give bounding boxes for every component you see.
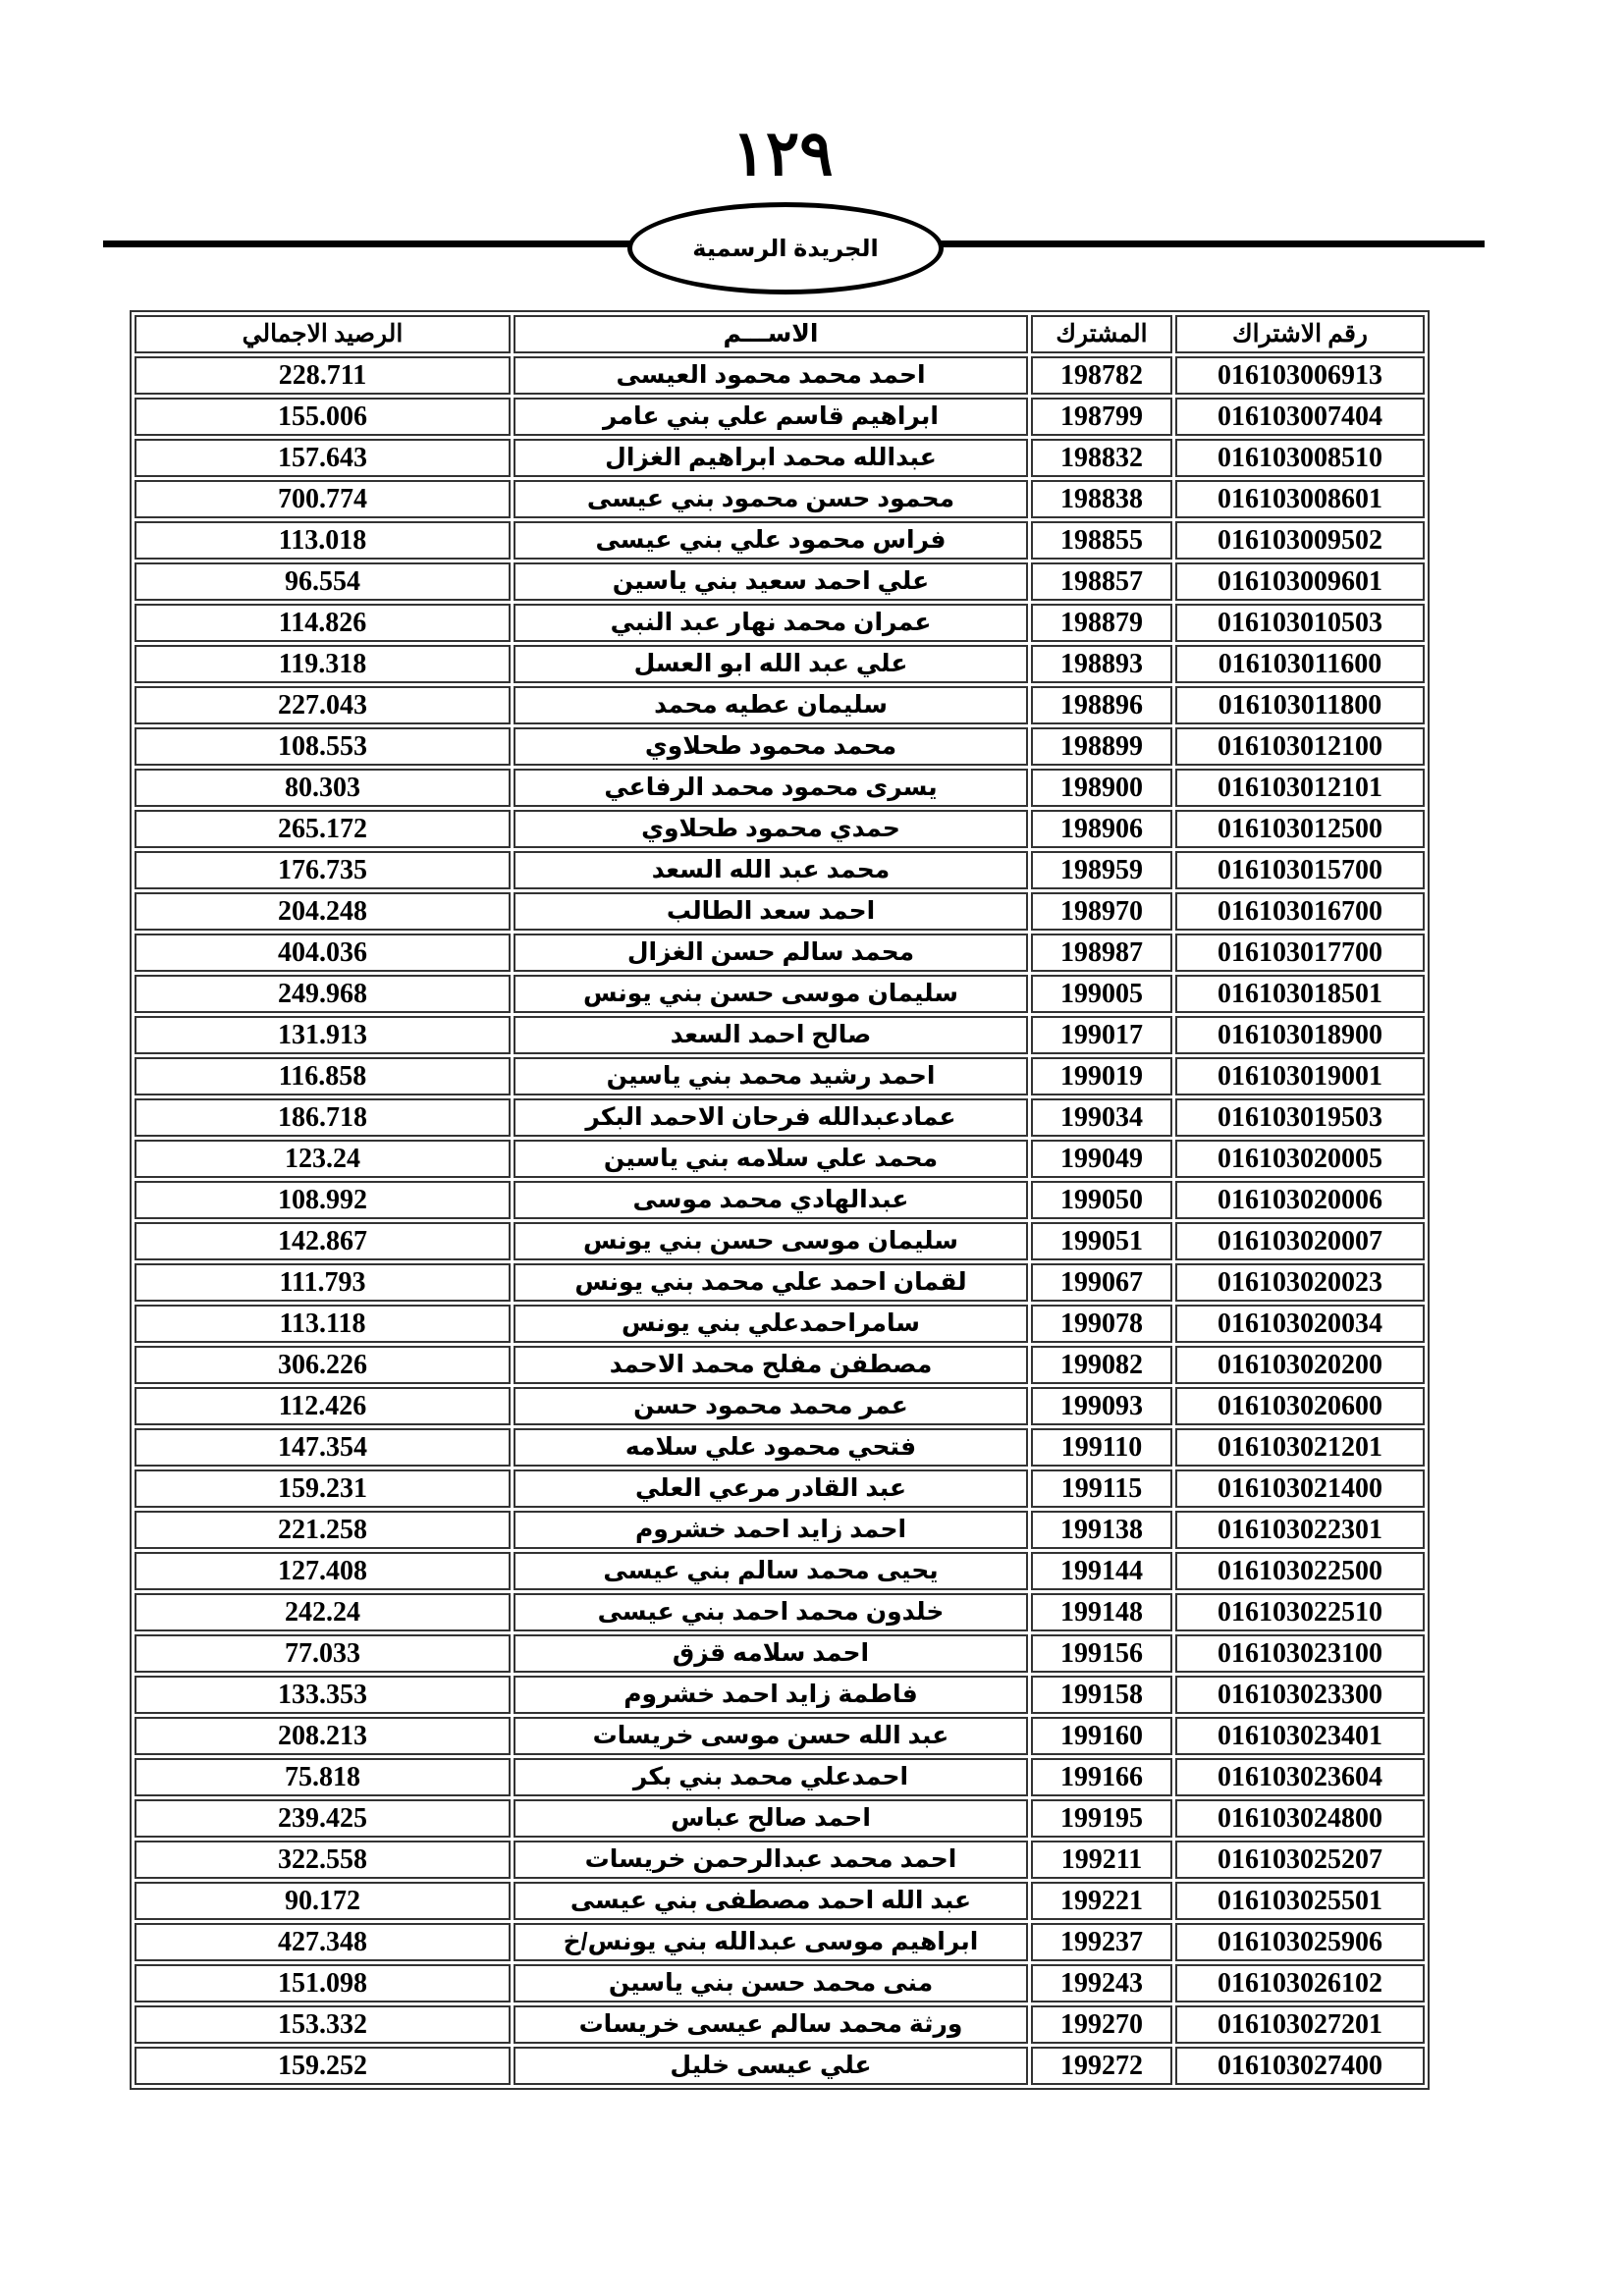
col-name: الاســـم <box>514 315 1028 353</box>
table-row <box>135 480 1425 518</box>
subscription-number: 016103023401 <box>1175 1717 1425 1755</box>
subscriber-name: فتحي محمود علي سلامه <box>514 1428 1028 1467</box>
table-row <box>135 2005 1425 2044</box>
subscriber-id: 198900 <box>1031 769 1172 807</box>
subscription-number: 016103020007 <box>1175 1222 1425 1260</box>
subscription-number: 016103025207 <box>1175 1841 1425 1879</box>
subscription-number: 016103021400 <box>1175 1469 1425 1508</box>
table-row <box>135 562 1425 601</box>
table-row <box>135 1263 1425 1302</box>
subscriber-id: 198857 <box>1031 562 1172 601</box>
subscription-number: 016103025906 <box>1175 1923 1425 1961</box>
subscription-number: 016103011600 <box>1175 645 1425 683</box>
subscription-number: 016103020200 <box>1175 1346 1425 1384</box>
subscriber-id: 199050 <box>1031 1181 1172 1219</box>
publication-oval <box>627 202 944 294</box>
total-balance: 112.426 <box>135 1387 511 1425</box>
subscriber-id: 199166 <box>1031 1758 1172 1796</box>
subscription-number: 016103022301 <box>1175 1511 1425 1549</box>
table-row <box>135 1717 1425 1755</box>
subscriber-name: احمد سلامه قزق <box>514 1634 1028 1673</box>
subscriber-id: 198855 <box>1031 521 1172 560</box>
subscriber-name: سليمان عطيه محمد <box>514 686 1028 724</box>
total-balance: 265.172 <box>135 810 511 848</box>
total-balance: 228.711 <box>135 356 511 395</box>
subscriber-name: سامراحمدعلي بني يونس <box>514 1305 1028 1343</box>
subscription-number: 016103006913 <box>1175 356 1425 395</box>
subscriber-id: 199051 <box>1031 1222 1172 1260</box>
total-balance: 249.968 <box>135 975 511 1013</box>
total-balance: 133.353 <box>135 1676 511 1714</box>
subscriber-id: 199237 <box>1031 1923 1172 1961</box>
subscriber-id: 199110 <box>1031 1428 1172 1467</box>
subscriber-id: 198970 <box>1031 892 1172 931</box>
subscription-number: 016103012500 <box>1175 810 1425 848</box>
subscriber-name: محمد محمود طحلاوي <box>514 727 1028 766</box>
subscription-number: 016103009502 <box>1175 521 1425 560</box>
total-balance: 142.867 <box>135 1222 511 1260</box>
subscriber-name: احمد سعد الطالب <box>514 892 1028 931</box>
subscriber-id: 199272 <box>1031 2047 1172 2085</box>
subscriber-id: 199211 <box>1031 1841 1172 1879</box>
total-balance: 204.248 <box>135 892 511 931</box>
subscriber-id: 199221 <box>1031 1882 1172 1920</box>
table-row <box>135 1305 1425 1343</box>
subscriber-name: خلدون محمد احمد بني عيسى <box>514 1593 1028 1631</box>
subscriber-id: 199156 <box>1031 1634 1172 1673</box>
table-row <box>135 439 1425 477</box>
subscriber-name: محمد علي سلامه بني ياسين <box>514 1140 1028 1178</box>
table-row <box>135 851 1425 889</box>
total-balance: 131.913 <box>135 1016 511 1054</box>
subscriber-id: 198782 <box>1031 356 1172 395</box>
subscription-number: 016103019001 <box>1175 1057 1425 1095</box>
subscriber-name: احمد رشيد محمد بني ياسين <box>514 1057 1028 1095</box>
subscriber-id: 198896 <box>1031 686 1172 724</box>
total-balance: 96.554 <box>135 562 511 601</box>
subscriber-name: عمران محمد نهار عبد النبي <box>514 604 1028 642</box>
total-balance: 176.735 <box>135 851 511 889</box>
table-row <box>135 398 1425 436</box>
subscriber-id: 198899 <box>1031 727 1172 766</box>
subscriber-id: 199078 <box>1031 1305 1172 1343</box>
subscription-number: 016103022510 <box>1175 1593 1425 1631</box>
subscriber-name: ورثة محمد سالم عيسى خريسات <box>514 2005 1028 2044</box>
subscriber-id: 199034 <box>1031 1098 1172 1137</box>
table-row <box>135 1841 1425 1879</box>
subscription-number: 016103007404 <box>1175 398 1425 436</box>
total-balance: 239.425 <box>135 1799 511 1838</box>
total-balance: 427.348 <box>135 1923 511 1961</box>
subscriber-name: عبد الله حسن موسى خريسات <box>514 1717 1028 1755</box>
subscriber-id: 198799 <box>1031 398 1172 436</box>
subscriber-name: احمد محمد محمود العيسى <box>514 356 1028 395</box>
subscription-number: 016103020005 <box>1175 1140 1425 1178</box>
table-row <box>135 521 1425 560</box>
total-balance: 77.033 <box>135 1634 511 1673</box>
subscription-number: 016103015700 <box>1175 851 1425 889</box>
subscriber-id: 199082 <box>1031 1346 1172 1384</box>
subscription-number: 016103008510 <box>1175 439 1425 477</box>
subscriber-name: سليمان موسى حسن بني يونس <box>514 975 1028 1013</box>
table-row <box>135 1634 1425 1673</box>
publication-title: الجريدة الرسمية <box>692 235 879 262</box>
subscriber-id: 198879 <box>1031 604 1172 642</box>
table-row <box>135 1140 1425 1178</box>
subscription-number: 016103027201 <box>1175 2005 1425 2044</box>
total-balance: 153.332 <box>135 2005 511 2044</box>
total-balance: 159.252 <box>135 2047 511 2085</box>
total-balance: 147.354 <box>135 1428 511 1467</box>
total-balance: 221.258 <box>135 1511 511 1549</box>
subscriber-id: 198959 <box>1031 851 1172 889</box>
table-row <box>135 604 1425 642</box>
col-total-balance: الرصيد الاجمالي <box>135 315 511 353</box>
subscriber-name: ابراهيم موسى عبدالله بني يونس/خ <box>514 1923 1028 1961</box>
subscription-number: 016103018900 <box>1175 1016 1425 1054</box>
subscription-number: 016103020006 <box>1175 1181 1425 1219</box>
table-row <box>135 645 1425 683</box>
subscriber-name: مصطفن مفلح محمد الاحمد <box>514 1346 1028 1384</box>
subscriber-name: علي عيسى خليل <box>514 2047 1028 2085</box>
table-row <box>135 934 1425 972</box>
subscription-number: 016103012100 <box>1175 727 1425 766</box>
table-row <box>135 1428 1425 1467</box>
subscribers-table <box>130 310 1430 2090</box>
table-row <box>135 769 1425 807</box>
subscriber-name: احمد صالح عباس <box>514 1799 1028 1838</box>
subscriber-id: 199195 <box>1031 1799 1172 1838</box>
total-balance: 75.818 <box>135 1758 511 1796</box>
subscriber-name: محمد سالم حسن الغزال <box>514 934 1028 972</box>
table-row <box>135 1181 1425 1219</box>
subscription-number: 016103010503 <box>1175 604 1425 642</box>
table-row <box>135 1593 1425 1631</box>
total-balance: 80.303 <box>135 769 511 807</box>
total-balance: 157.643 <box>135 439 511 477</box>
subscription-number: 016103023100 <box>1175 1634 1425 1673</box>
subscription-number: 016103021201 <box>1175 1428 1425 1467</box>
subscriber-name: لقمان احمد علي محمد بني يونس <box>514 1263 1028 1302</box>
subscriber-id: 198893 <box>1031 645 1172 683</box>
total-balance: 127.408 <box>135 1552 511 1590</box>
subscriber-id: 198838 <box>1031 480 1172 518</box>
col-subscription-number: رقم الاشتراك <box>1175 315 1425 353</box>
subscription-number: 016103016700 <box>1175 892 1425 931</box>
table-row <box>135 356 1425 395</box>
subscriber-name: عبد الله احمد مصطفى بني عيسى <box>514 1882 1028 1920</box>
subscriber-id: 199160 <box>1031 1717 1172 1755</box>
subscriber-id: 199148 <box>1031 1593 1172 1631</box>
subscriber-id: 199067 <box>1031 1263 1172 1302</box>
subscriber-name: فراس محمود علي بني عيسى <box>514 521 1028 560</box>
table-row <box>135 1469 1425 1508</box>
subscriber-id: 199019 <box>1031 1057 1172 1095</box>
subscriber-name: محمود حسن محمود بني عيسى <box>514 480 1028 518</box>
total-balance: 116.858 <box>135 1057 511 1095</box>
total-balance: 111.793 <box>135 1263 511 1302</box>
total-balance: 108.553 <box>135 727 511 766</box>
table-row <box>135 1758 1425 1796</box>
subscription-number: 016103017700 <box>1175 934 1425 972</box>
subscription-number: 016103008601 <box>1175 480 1425 518</box>
subscriber-name: سليمان موسى حسن بني يونس <box>514 1222 1028 1260</box>
subscription-number: 016103019503 <box>1175 1098 1425 1137</box>
subscriber-name: علي احمد سعيد بني ياسين <box>514 562 1028 601</box>
subscription-number: 016103020034 <box>1175 1305 1425 1343</box>
total-balance: 322.558 <box>135 1841 511 1879</box>
subscription-number: 016103023604 <box>1175 1758 1425 1796</box>
subscription-number: 016103009601 <box>1175 562 1425 601</box>
subscriber-name: ابراهيم قاسم علي بني عامر <box>514 398 1028 436</box>
total-balance: 114.826 <box>135 604 511 642</box>
table-row <box>135 1923 1425 1961</box>
table-row <box>135 1222 1425 1260</box>
subscription-number: 016103012101 <box>1175 769 1425 807</box>
col-subscriber: المشترك <box>1031 315 1172 353</box>
subscription-number: 016103027400 <box>1175 2047 1425 2085</box>
subscriber-id: 198987 <box>1031 934 1172 972</box>
total-balance: 123.24 <box>135 1140 511 1178</box>
total-balance: 113.018 <box>135 521 511 560</box>
table-row <box>135 975 1425 1013</box>
total-balance: 404.036 <box>135 934 511 972</box>
subscriber-id: 199115 <box>1031 1469 1172 1508</box>
subscription-number: 016103023300 <box>1175 1676 1425 1714</box>
table-row <box>135 1799 1425 1838</box>
subscription-number: 016103026102 <box>1175 1964 1425 2002</box>
subscriber-name: عبد القادر مرعي العلي <box>514 1469 1028 1508</box>
total-balance: 113.118 <box>135 1305 511 1343</box>
subscriber-id: 199049 <box>1031 1140 1172 1178</box>
subscription-number: 016103018501 <box>1175 975 1425 1013</box>
total-balance: 306.226 <box>135 1346 511 1384</box>
subscription-number: 016103011800 <box>1175 686 1425 724</box>
subscriber-name: عبدالهادي محمد موسى <box>514 1181 1028 1219</box>
subscriber-id: 199017 <box>1031 1016 1172 1054</box>
subscription-number: 016103020600 <box>1175 1387 1425 1425</box>
table-header-row <box>135 315 1425 353</box>
table-row <box>135 686 1425 724</box>
table-row <box>135 1346 1425 1384</box>
total-balance: 119.318 <box>135 645 511 683</box>
subscriber-name: علي عبد الله ابو العسل <box>514 645 1028 683</box>
subscription-number: 016103024800 <box>1175 1799 1425 1838</box>
subscriber-id: 199144 <box>1031 1552 1172 1590</box>
subscriber-name: منى محمد حسن بني ياسين <box>514 1964 1028 2002</box>
subscriber-name: محمد عبد الله السعد <box>514 851 1028 889</box>
subscriber-id: 198832 <box>1031 439 1172 477</box>
subscriber-id: 199138 <box>1031 1511 1172 1549</box>
table-row <box>135 1387 1425 1425</box>
table-row <box>135 1676 1425 1714</box>
subscriber-id: 199093 <box>1031 1387 1172 1425</box>
subscriber-name: فاطمة زايد احمد خشروم <box>514 1676 1028 1714</box>
table-row <box>135 2047 1425 2085</box>
total-balance: 208.213 <box>135 1717 511 1755</box>
total-balance: 186.718 <box>135 1098 511 1137</box>
subscriber-name: يحيى محمد سالم بني عيسى <box>514 1552 1028 1590</box>
subscriber-name: صالح احمد السعد <box>514 1016 1028 1054</box>
subscriber-name: حمدي محمود طحلاوي <box>514 810 1028 848</box>
table-row <box>135 1511 1425 1549</box>
page-number: ١٢٩ <box>731 117 834 190</box>
table-row <box>135 892 1425 931</box>
table-row <box>135 1882 1425 1920</box>
subscriber-name: احمد زايد احمد خشروم <box>514 1511 1028 1549</box>
table-row <box>135 1552 1425 1590</box>
subscription-number: 016103025501 <box>1175 1882 1425 1920</box>
subscriber-name: عمر محمد محمود حسن <box>514 1387 1028 1425</box>
subscriber-name: عبدالله محمد ابراهيم الغزال <box>514 439 1028 477</box>
subscriber-name: احمدعلي محمد بني بكر <box>514 1758 1028 1796</box>
total-balance: 242.24 <box>135 1593 511 1631</box>
total-balance: 108.992 <box>135 1181 511 1219</box>
subscriber-id: 199243 <box>1031 1964 1172 2002</box>
table-row <box>135 727 1425 766</box>
subscriber-id: 199005 <box>1031 975 1172 1013</box>
subscription-number: 016103020023 <box>1175 1263 1425 1302</box>
total-balance: 227.043 <box>135 686 511 724</box>
table-row <box>135 1964 1425 2002</box>
subscription-number: 016103022500 <box>1175 1552 1425 1590</box>
subscriber-name: عمادعبدالله فرحان الاحمد البكر <box>514 1098 1028 1137</box>
subscriber-name: احمد محمد عبدالرحمن خريسات <box>514 1841 1028 1879</box>
table-row <box>135 1016 1425 1054</box>
subscriber-id: 199158 <box>1031 1676 1172 1714</box>
subscriber-name: يسرى محمود محمد الرفاعي <box>514 769 1028 807</box>
table-row <box>135 810 1425 848</box>
subscriber-id: 199270 <box>1031 2005 1172 2044</box>
table-row <box>135 1098 1425 1137</box>
subscriber-id: 198906 <box>1031 810 1172 848</box>
total-balance: 90.172 <box>135 1882 511 1920</box>
total-balance: 155.006 <box>135 398 511 436</box>
total-balance: 159.231 <box>135 1469 511 1508</box>
total-balance: 700.774 <box>135 480 511 518</box>
table-row <box>135 1057 1425 1095</box>
total-balance: 151.098 <box>135 1964 511 2002</box>
